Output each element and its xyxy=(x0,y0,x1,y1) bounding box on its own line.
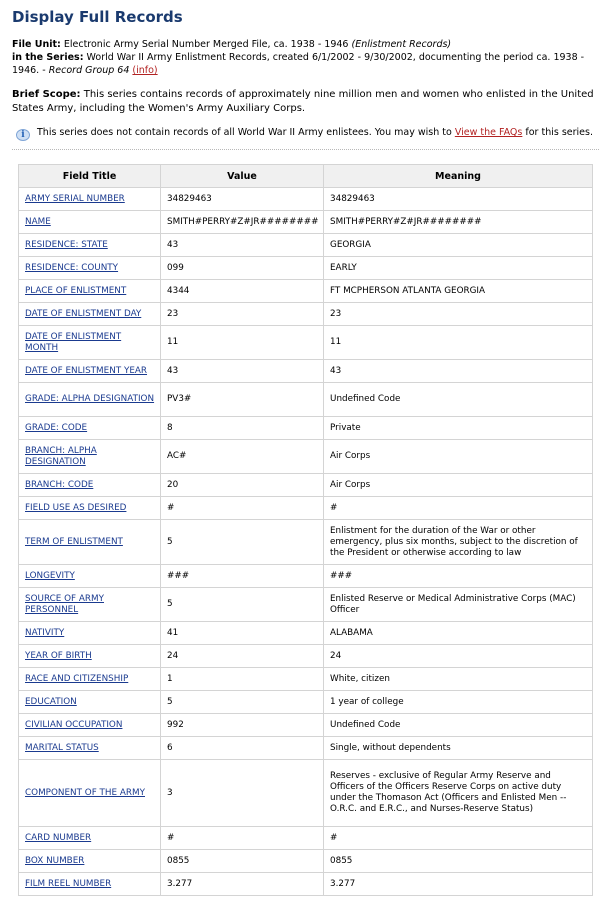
table-row xyxy=(19,714,593,737)
table-row xyxy=(19,737,593,760)
value-cell: AC# xyxy=(161,440,324,474)
value-cell: 43 xyxy=(161,234,324,257)
field-title-link[interactable]: COMPONENT OF THE ARMY xyxy=(25,787,145,798)
header-value: Value xyxy=(161,165,324,188)
field-title-link[interactable]: ARMY SERIAL NUMBER xyxy=(25,193,125,204)
field-title-cell xyxy=(19,520,161,565)
meaning-cell: Air Corps xyxy=(324,440,593,474)
table-row xyxy=(19,873,593,896)
table-row xyxy=(19,850,593,873)
table-row xyxy=(19,188,593,211)
value-cell: 6 xyxy=(161,737,324,760)
file-unit-label: File Unit: xyxy=(12,39,61,50)
field-title-cell xyxy=(19,303,161,326)
field-title-cell xyxy=(19,234,161,257)
field-title-link[interactable]: BOX NUMBER xyxy=(25,855,85,866)
value-cell: 992 xyxy=(161,714,324,737)
table-row xyxy=(19,257,593,280)
table-row xyxy=(19,565,593,588)
table-row xyxy=(19,520,593,565)
value-cell: 099 xyxy=(161,257,324,280)
series-line xyxy=(12,51,599,77)
field-title-cell xyxy=(19,668,161,691)
field-title-link[interactable]: NAME xyxy=(25,216,51,227)
brief-scope-text: This series contains records of approximately nine million men and women who enlisted in the United States Army, including the Women's Army Auxiliary Corps. xyxy=(12,89,594,114)
field-title-link[interactable]: GRADE: ALPHA DESIGNATION xyxy=(25,394,155,404)
value-cell: 5 xyxy=(161,691,324,714)
meaning-cell: ALABAMA xyxy=(324,622,593,645)
meaning-cell: 43 xyxy=(324,360,593,383)
meaning-cell: 11 xyxy=(324,326,593,360)
brief-scope xyxy=(12,88,599,116)
value-cell: 3.277 xyxy=(161,873,324,896)
file-unit-value: Electronic Army Serial Number Merged File, ca. 1938 - 1946 xyxy=(63,39,349,50)
field-title-link[interactable]: EDUCATION xyxy=(25,696,77,707)
meaning-cell: # xyxy=(324,827,593,850)
field-title-cell xyxy=(19,622,161,645)
field-title-link[interactable]: RACE AND CITIZENSHIP xyxy=(25,673,129,684)
records-table xyxy=(18,164,593,896)
field-title-link[interactable]: CARD NUMBER xyxy=(25,832,92,843)
field-title-cell xyxy=(19,850,161,873)
field-title-link[interactable]: FILM REEL NUMBER xyxy=(25,878,112,889)
field-title-cell xyxy=(19,565,161,588)
value-cell: 0855 xyxy=(161,850,324,873)
meaning-cell: FT MCPHERSON ATLANTA GEORGIA xyxy=(324,280,593,303)
table-row xyxy=(19,211,593,234)
field-title-cell xyxy=(19,211,161,234)
field-title-link[interactable]: RESIDENCE: COUNTY xyxy=(25,262,119,273)
record-group: Record Group 64 xyxy=(48,65,130,76)
field-title-cell xyxy=(19,497,161,520)
meaning-cell: 34829463 xyxy=(324,188,593,211)
meaning-cell: SMITH#PERRY#Z#JR######## xyxy=(324,211,593,234)
table-row xyxy=(19,440,593,474)
value-cell: 11 xyxy=(161,326,324,360)
field-title-link[interactable]: RESIDENCE: STATE xyxy=(25,239,108,250)
value-cell: 41 xyxy=(161,622,324,645)
meaning-cell: 1 year of college xyxy=(324,691,593,714)
meaning-cell: # xyxy=(324,497,593,520)
table-header-row xyxy=(19,165,593,188)
file-unit-note: (Enlistment Records) xyxy=(351,39,452,50)
view-faqs-link[interactable]: View the FAQs xyxy=(454,127,523,138)
value-cell: 23 xyxy=(161,303,324,326)
meaning-cell: Enlisted Reserve or Medical Administrative Corps (MAC) Officer xyxy=(324,588,593,622)
field-title-link[interactable]: CIVILIAN OCCUPATION xyxy=(25,719,123,730)
value-cell: ### xyxy=(161,565,324,588)
field-title-cell xyxy=(19,188,161,211)
field-title-cell xyxy=(19,737,161,760)
field-title-link[interactable]: BRANCH: ALPHA DESIGNATION xyxy=(25,445,97,467)
meaning-cell: 23 xyxy=(324,303,593,326)
table-row xyxy=(19,280,593,303)
value-cell: # xyxy=(161,497,324,520)
field-title-cell xyxy=(19,326,161,360)
field-title-link[interactable]: MARITAL STATUS xyxy=(25,742,99,753)
table-row xyxy=(19,760,593,827)
table-row xyxy=(19,383,593,417)
field-title-link[interactable]: DATE OF ENLISTMENT DAY xyxy=(25,308,142,319)
value-cell: 8 xyxy=(161,417,324,440)
series-value: World War II Army Enlistment Records, created 6/1/2002 - 9/30/2002, documenting the period ca. 1938 - 1946. - xyxy=(12,52,585,76)
series-label: in the Series: xyxy=(12,52,84,63)
field-title-link[interactable]: BRANCH: CODE xyxy=(25,479,94,490)
value-cell: SMITH#PERRY#Z#JR######## xyxy=(161,211,324,234)
value-cell: # xyxy=(161,827,324,850)
notice-text-block xyxy=(37,126,593,139)
field-title-cell xyxy=(19,383,161,417)
value-cell: 3 xyxy=(161,760,324,827)
value-cell: 1 xyxy=(161,668,324,691)
table-row xyxy=(19,234,593,257)
table-row xyxy=(19,417,593,440)
notice-text: This series does not contain records of all World War II Army enlistees. You may wish to xyxy=(37,127,452,138)
field-title-cell xyxy=(19,474,161,497)
field-title-link[interactable]: YEAR OF BIRTH xyxy=(25,650,92,661)
meaning-cell: Enlistment for the duration of the War or other emergency, plus six months, subject to the discretion of the President or otherwise according to law xyxy=(324,520,593,565)
table-row xyxy=(19,497,593,520)
meaning-cell: 24 xyxy=(324,645,593,668)
field-title-link[interactable]: TERM OF ENLISTMENT xyxy=(25,536,123,547)
field-title-link[interactable]: PLACE OF ENLISTMENT xyxy=(25,285,127,296)
header-meaning: Meaning xyxy=(324,165,593,188)
field-title-link[interactable]: SOURCE OF ARMY PERSONNEL xyxy=(25,593,104,615)
meaning-cell: Reserves - exclusive of Regular Army Reserve and Officers of the Officers Reserve Corps on active duty under the Thomason Act (Officers and Enlisted Men -- O.R.C. and E.R.C., and Nurses-Reserve Status) xyxy=(324,760,593,827)
field-title-cell xyxy=(19,691,161,714)
series-notice xyxy=(12,126,599,142)
value-cell: 43 xyxy=(161,360,324,383)
meaning-cell: 0855 xyxy=(324,850,593,873)
meaning-cell: Undefined Code xyxy=(324,714,593,737)
divider xyxy=(12,149,599,150)
table-row xyxy=(19,645,593,668)
field-title-cell xyxy=(19,760,161,827)
table-row xyxy=(19,326,593,360)
meaning-cell: EARLY xyxy=(324,257,593,280)
field-title-cell xyxy=(19,714,161,737)
table-row xyxy=(19,622,593,645)
info-icon: i xyxy=(14,128,32,142)
field-title-cell xyxy=(19,873,161,896)
field-title-link[interactable]: LONGEVITY xyxy=(25,570,75,581)
value-cell: 24 xyxy=(161,645,324,668)
brief-scope-label: Brief Scope: xyxy=(12,89,81,100)
meaning-cell: Single, without dependents xyxy=(324,737,593,760)
field-title-link[interactable]: DATE OF ENLISTMENT MONTH xyxy=(25,331,122,353)
value-cell: 34829463 xyxy=(161,188,324,211)
page-title: Display Full Records xyxy=(12,8,183,26)
field-title-cell xyxy=(19,360,161,383)
field-title-cell xyxy=(19,417,161,440)
value-cell: 5 xyxy=(161,588,324,622)
field-title-link[interactable]: GRADE: CODE xyxy=(25,422,88,433)
field-title-cell xyxy=(19,645,161,668)
meaning-cell: GEORGIA xyxy=(324,234,593,257)
notice-suffix: for this series. xyxy=(525,127,593,138)
value-cell: 20 xyxy=(161,474,324,497)
value-cell: 4344 xyxy=(161,280,324,303)
meaning-cell: 3.277 xyxy=(324,873,593,896)
table-row xyxy=(19,668,593,691)
field-title-cell xyxy=(19,588,161,622)
table-row xyxy=(19,303,593,326)
field-title-cell xyxy=(19,827,161,850)
table-row xyxy=(19,360,593,383)
value-cell: PV3# xyxy=(161,383,324,417)
file-unit-line xyxy=(12,38,599,51)
field-title-cell xyxy=(19,440,161,474)
field-title-link[interactable]: NATIVITY xyxy=(25,627,65,638)
table-row xyxy=(19,827,593,850)
table-row xyxy=(19,474,593,497)
value-cell: 5 xyxy=(161,520,324,565)
header-field-title: Field Title xyxy=(19,165,161,188)
info-link[interactable]: (info) xyxy=(132,65,158,76)
meaning-cell: Private xyxy=(324,417,593,440)
field-title-cell xyxy=(19,280,161,303)
table-row xyxy=(19,588,593,622)
meaning-cell: Undefined Code xyxy=(324,383,593,417)
meaning-cell: ### xyxy=(324,565,593,588)
meaning-cell: Air Corps xyxy=(324,474,593,497)
table-row xyxy=(19,691,593,714)
field-title-cell xyxy=(19,257,161,280)
field-title-link[interactable]: FIELD USE AS DESIRED xyxy=(25,502,127,513)
meaning-cell: White, citizen xyxy=(324,668,593,691)
field-title-link[interactable]: DATE OF ENLISTMENT YEAR xyxy=(25,365,148,376)
